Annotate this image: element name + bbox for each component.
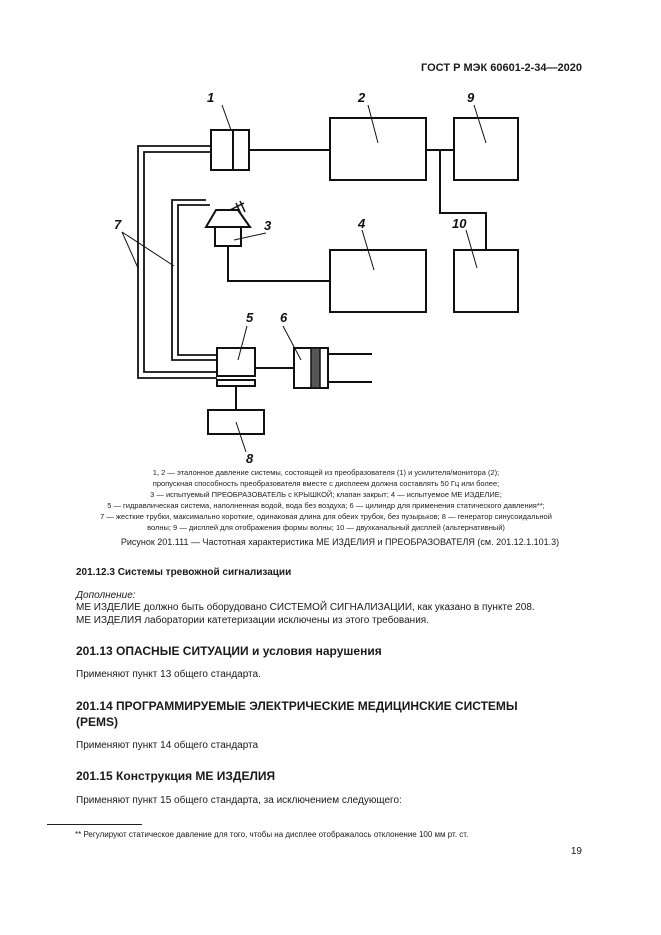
legend-line: 7 — жесткие трубки, максимально короткие, одинаковая длина для обеих трубок, без пузырьков; 8 — генератор синусоидальной [100, 512, 552, 521]
page-number: 19 [570, 846, 582, 857]
standard-designation: ГОСТ Р МЭК 60601-2-34—2020 [421, 62, 582, 74]
addition-label: Дополнение: [76, 590, 136, 601]
cylinder-piston [311, 348, 320, 388]
label-1: 1 [207, 90, 215, 105]
label-5: 5 [246, 310, 254, 325]
label-10: 10 [452, 216, 467, 231]
paragraph: Применяют пункт 13 общего стандарта. [76, 669, 261, 680]
label-7: 7 [114, 217, 122, 232]
section-heading-201-14: 201.14 ПРОГРАММИРУЕМЫЕ ЭЛЕКТРИЧЕСКИЕ МЕДИЦИНСКИЕ СИСТЕМЫ [76, 699, 518, 713]
label-4: 4 [358, 216, 366, 231]
figure-caption: Рисунок 201.111 — Частотная характеристика МЕ ИЗДЕЛИЯ и ПРЕОБРАЗОВАТЕЛЯ (см. 201.12.1.101.3) [120, 537, 560, 547]
legend-line: волны; 9 — дисплей для отображения формы волны; 10 — двухканальный дисплей (альтернативный) [147, 523, 505, 532]
paragraph: МЕ ИЗДЕЛИЕ должно быть оборудовано СИСТЕМОЙ СИГНАЛИЗАЦИИ, как указано в пункте 208. [76, 602, 535, 613]
section-heading-201-12-3: 201.12.3 Системы тревожной сигнализации [76, 567, 292, 578]
box-10-dual-display [454, 250, 518, 312]
section-heading-201-15: 201.15 Конструкция МЕ ИЗДЕЛИЯ [76, 769, 276, 783]
paragraph: МЕ ИЗДЕЛИЯ лаборатории катетеризации исключены из этого требования. [76, 615, 429, 626]
legend-line: пропускная способность преобразователя вместе с дисплеем должна составлять 50 Гц или более; [152, 479, 500, 488]
box-3-transducer-under-test [215, 227, 241, 246]
box-4-me-device [330, 250, 426, 312]
paragraph: Применяют пункт 15 общего стандарта, за исключением следующего: [76, 795, 402, 806]
legend-line: 1, 2 — эталонное давление системы, состоящей из преобразователя (1) и усилителя/монитора (2); [152, 468, 500, 477]
section-heading-201-13: 201.13 ОПАСНЫЕ СИТУАЦИИ и условия нарушения [76, 644, 382, 658]
label-2: 2 [358, 90, 366, 105]
section-heading-201-14-cont: (PEMS) [76, 715, 118, 729]
legend-line: 5 — гидравлическая система, наполненная водой, вода без воздуха; 6 — цилиндр для применения статического давления**; [107, 501, 545, 510]
box-9-waveform-display [454, 118, 518, 180]
dome-3 [206, 210, 250, 227]
box-5-base [217, 380, 255, 386]
label-3: 3 [264, 218, 272, 233]
label-6: 6 [280, 310, 288, 325]
box-1-transducer [211, 130, 249, 170]
box-2-amplifier-monitor [330, 118, 426, 180]
label-9: 9 [467, 90, 475, 105]
footnote: ** Регулируют статическое давление для того, чтобы на дисплее отображалось отклонение 100 мм рт. ст. [75, 830, 469, 839]
paragraph: Применяют пункт 14 общего стандарта [76, 740, 259, 751]
legend-line: 3 — испытуемый ПРЕОБРАЗОВАТЕЛЬ с КРЫШКОЙ; клапан закрыт; 4 — испытуемое МЕ ИЗДЕЛИЕ; [150, 490, 502, 499]
footnote-separator [47, 824, 142, 825]
label-8: 8 [246, 451, 254, 466]
box-5-hydraulic-chamber [217, 348, 255, 376]
